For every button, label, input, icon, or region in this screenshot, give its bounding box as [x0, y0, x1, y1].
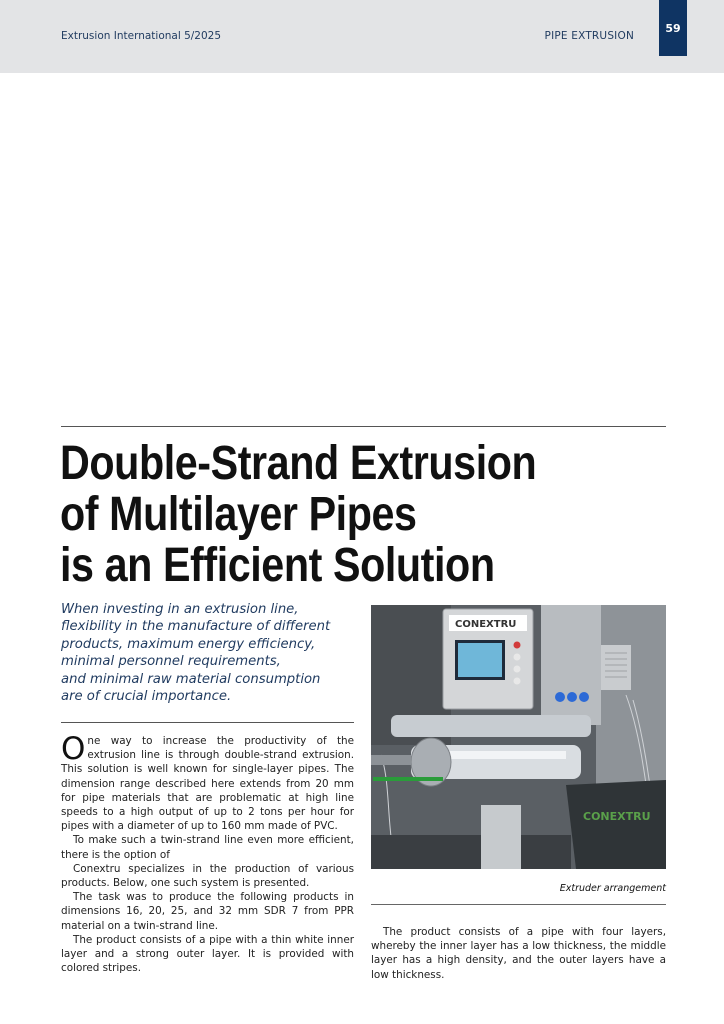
lead-line: flexibility in the manufacture of different [61, 619, 331, 635]
journal-name: Extrusion International 5/2025 [61, 30, 222, 42]
body-paragraph: To make such a twin-strand line even more efficient, there is the option of [61, 834, 354, 861]
article-title [60, 438, 576, 591]
drop-cap: O [61, 731, 86, 767]
body-paragraph: The task was to produce the following products in dimensions 16, 20, 25, and 32 mm SDR 7 from PPR material on a twin-strand line. [61, 891, 354, 932]
title-line: of Multilayer Pipes [60, 488, 417, 541]
panel-brand-label: CONEXTRU [455, 619, 517, 630]
extruder-illustration [371, 605, 666, 869]
title-line: is an Efficient Solution [60, 539, 495, 592]
caption-divider [371, 904, 666, 905]
article-lead [61, 601, 361, 705]
extruder-photo [371, 605, 666, 869]
lead-line: products, maximum energy efficiency, [61, 636, 316, 652]
lead-divider [61, 722, 354, 723]
page-header [0, 0, 724, 73]
lead-line: minimal personnel requirements, [61, 654, 281, 670]
lead-line: When investing in an extrusion line, [61, 602, 299, 617]
body-column-right [371, 925, 666, 982]
lead-line: are of crucial importance. [61, 689, 232, 705]
page-number: 59 [659, 0, 687, 56]
body-paragraph: The product consists of a pipe with four layers, whereby the inner layer has a low thickness, the middle layer has a high density, and the outer layers have a low thickness. [371, 926, 666, 981]
body-paragraph [61, 731, 354, 833]
body-column-left [61, 731, 354, 975]
body-paragraph: The product consists of a pipe with a thin white inner layer and a strong outer layer. It is provided with colored stripes. [61, 933, 354, 975]
body-paragraph: Conextru specializes in the production of various products. Below, one such system is presented. [61, 862, 354, 890]
title-line: Double-Strand Extrusion [60, 437, 537, 490]
figure-caption: Extruder arrangement [559, 883, 666, 894]
lead-line: and minimal raw material consumption [61, 671, 321, 687]
section-name: PIPE EXTRUSION [544, 30, 634, 42]
housing-brand-label: CONEXTRU [583, 810, 651, 823]
top-divider [61, 426, 666, 427]
paragraph-text: ne way to increase the productivity of the extrusion line is through double-strand extrusion. This solution is well known for single-layer pipes. The dimension range described here extends from 20 mm for pipe materials that are problematic at high line speeds to a high output of up to 2 tons per hour for pipes with a diameter of up to 160 mm made of PVC. [61, 735, 354, 833]
